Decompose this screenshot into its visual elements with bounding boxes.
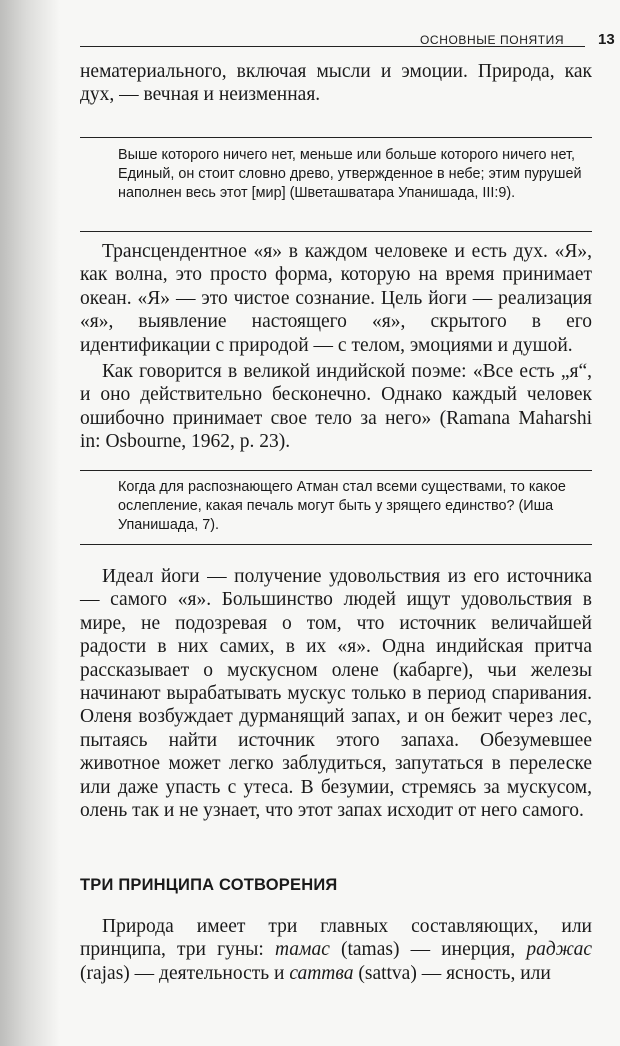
quote-2-top-rule [80, 470, 592, 471]
page-edge-shadow [0, 0, 60, 1046]
paragraph-1: нематериального, включая мысли и эмоции. Природа, как дух, — вечная и неизменная. [80, 61, 592, 106]
paragraph-2: Трансцендентное «я» в каждом человеке и есть дух. «Я», как волна, это просто форма, которую на время принимает океан. «Я» — это чистое сознание. Цель йоги — реализация «я», выявление настоящего «я», скрытого в его идентификации с природой — с телом, эмоциями и душой. [80, 241, 592, 356]
running-head: ОСНОВНЫЕ ПОНЯТИЯ [420, 33, 565, 47]
paragraph-5 [80, 915, 592, 985]
paragraph-5-text: (tamas) — инерция, [329, 939, 527, 961]
quote-1-top-rule [80, 137, 592, 138]
paragraph-5-text: Природа имеет три главных составляющих, или принципа, три гуны: [80, 916, 592, 961]
paragraph-5-text: (rajas) — деятельность и [80, 962, 290, 984]
paragraph-4: Идеал йоги — получение удовольствия из его источника — самого «я». Большинство людей ищут удовольствия в мире, не подозревая о том, что источник величайшей радости в них самих, в их «я». Одна индийская притча рассказывает о мускусном олене (кабарге), чьи железы начинают вырабатывать мускус только в период спаривания. Оленя возбуждает дурманящий запах, и он бежит через лес, пытаясь найти источник этого запаха. Обезумевшее животное может легко заблудиться, запутаться в перелеске или даже упасть с утеса. В безумии, стремясь за мускусом, олень так и не узнает, что этот запах исходит от него самого. [80, 566, 592, 822]
quote-2: Когда для распознающего Атман стал всеми существами, то какое ослепление, какая печаль могут быть у зрящего единство? (Иша Упанишада, 7). [118, 479, 566, 533]
section-heading: ТРИ ПРИНЦИПА СОТВОРЕНИЯ [80, 876, 338, 894]
page-number: 13 [598, 31, 615, 48]
paragraph-5-text: (sattva) — ясность, или [353, 962, 551, 984]
quote-1-bottom-rule [80, 231, 592, 232]
header-rule [80, 46, 585, 47]
term-tamas: тамас [274, 939, 330, 961]
term-rajas: раджас [526, 939, 592, 961]
term-sattva: саттва [289, 962, 354, 984]
quote-1: Выше которого ничего нет, меньше или больше которого ничего нет, Единый, он стоит словно древо, утвержденное в небе; этим пурушей наполнен весь этот [мир] (Шветашватара Упанишада, III:9). [118, 147, 582, 201]
quote-2-bottom-rule [80, 544, 592, 545]
paragraph-3: Как говорится в великой индийской поэме: «Все есть „я“, и оно действительно бесконечно. Однако каждый человек ошибочно принимает свое тело за него» (Ramana Maharshi in: Osbourne, 1962, p. 23). [80, 361, 592, 453]
